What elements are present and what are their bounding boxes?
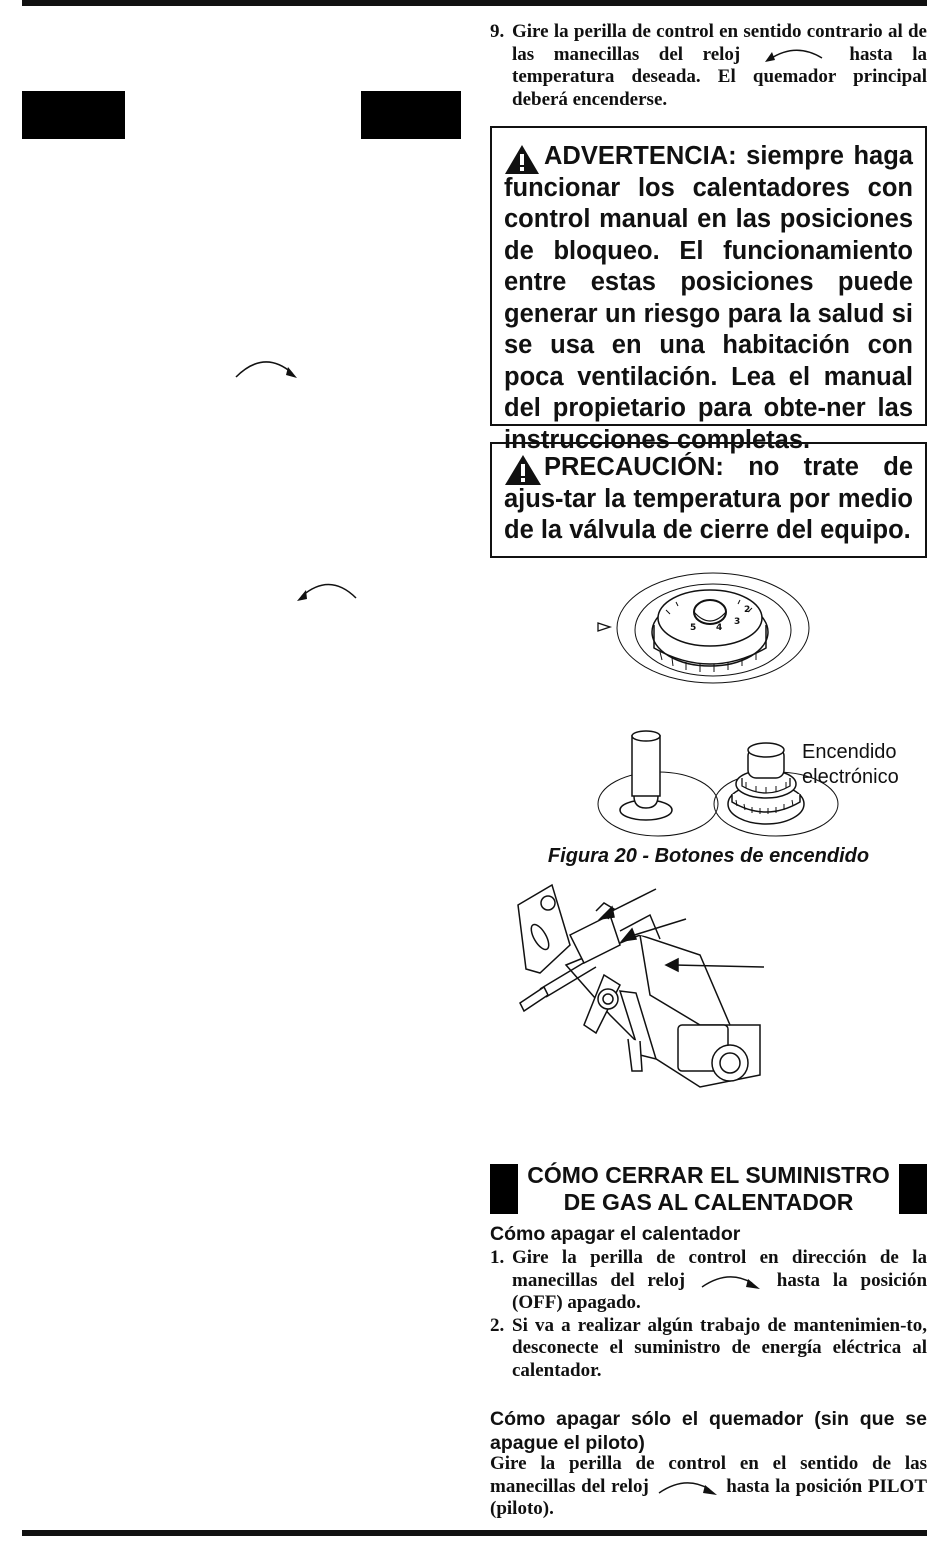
ignition-buttons-illustration	[590, 722, 830, 842]
heading-bar-right	[899, 1164, 927, 1214]
shutoff-steps	[490, 1247, 927, 1382]
electronic-ignition-label: Encendido electrónico	[802, 741, 899, 788]
counterclockwise-arrow-icon	[760, 44, 830, 62]
warning-text: ADVERTENCIA: siempre haga funcionar los calentadores con control manual en las posiciones de bloqueo. El funcionamiento entre estas posiciones puede generar un riesgo para la salud si se usa en una habitación con poca ventilación. Lea el manual del propietario para obte-ner las instrucciones completas.	[504, 142, 913, 454]
step-9	[490, 21, 927, 111]
subheading-burner-only: Cómo apagar sólo el quemador (sin que se apague el piloto)	[490, 1408, 927, 1454]
step-9-text-a: Gire la perilla de control en sentido contrario al de las manecillas del reloj	[512, 21, 927, 65]
subheading-turn-off-heater: Cómo apagar el calentador	[490, 1223, 741, 1245]
step-9-text-b: hasta la temperatura deseada. El quemador principal deberá encenderse.	[512, 43, 927, 110]
clockwise-arrow-icon	[698, 1271, 764, 1289]
dial-number: 5	[690, 623, 697, 633]
warning-triangle-icon	[504, 144, 540, 175]
left-heading-bar-right	[361, 91, 461, 139]
shutoff-step-2: 2. Si va a realizar algún trabajo de mantenimien-to, desconecte el suministro de energía eléctrica al calentador.	[490, 1314, 927, 1381]
top-rule	[22, 0, 927, 6]
bottom-rule	[22, 1530, 927, 1536]
burner-only-paragraph: Gire la perilla de control en el sentido de las manecillas del reloj hasta la posición PILOT (piloto).	[490, 1453, 928, 1519]
shutoff-step-1: 1. Gire la perilla de control en dirección de la manecillas del reloj hasta la posición (OFF) apagado.	[490, 1247, 928, 1313]
figure-caption: Figura 20 - Botones de encendido	[547, 845, 870, 867]
heading-bar-left	[490, 1164, 518, 1214]
pointer-indicator-icon	[598, 623, 610, 631]
dial-number: 4	[716, 623, 723, 633]
warning-triangle-icon	[504, 454, 542, 486]
left-heading-bar-left	[22, 91, 125, 139]
step-number: 9.	[490, 21, 505, 42]
dial-number: 2	[744, 605, 751, 615]
warning-box	[490, 126, 927, 454]
clockwise-arrow-icon	[230, 345, 305, 385]
pilot-assembly-illustration	[500, 875, 780, 1105]
caution-box	[490, 442, 927, 558]
caution-text: PRECAUCIÓN: no trate de ajus-tar la temperatura por medio de la válvula de cierre del equipo.	[504, 453, 913, 544]
dial-number: 3	[734, 617, 741, 627]
control-knob-illustration	[590, 570, 820, 700]
clockwise-arrow-icon	[655, 1477, 721, 1495]
shutoff-heading: CÓMO CERRAR EL SUMINISTRO DE GAS AL CALENTADOR	[527, 1162, 890, 1215]
counterclockwise-arrow-icon	[290, 568, 365, 608]
